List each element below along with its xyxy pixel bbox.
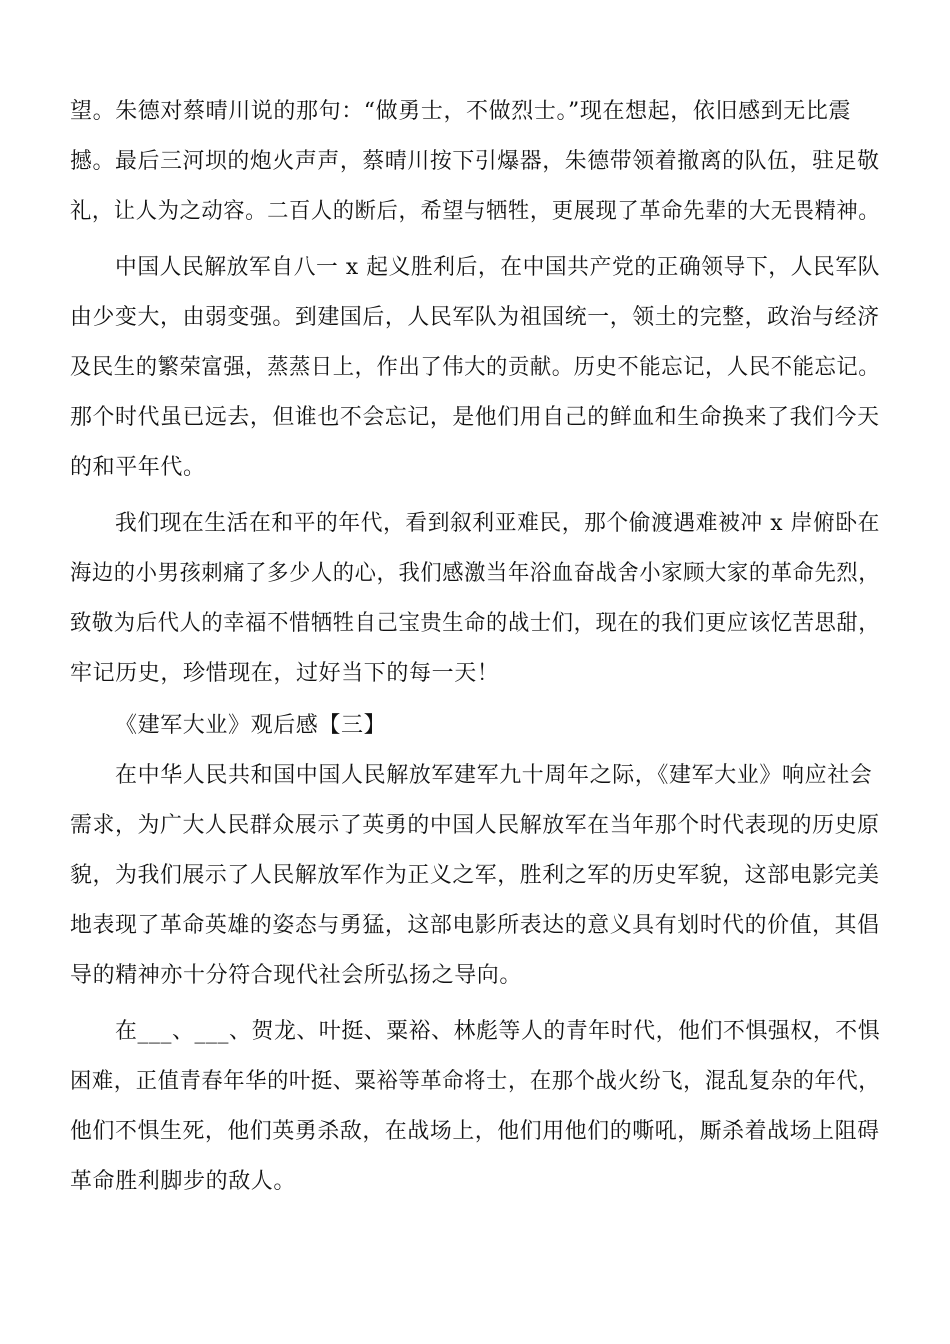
paragraph-line: 海边的小男孩刺痛了多少人的心，我们感激当年浴血奋战舍小家顾大家的革命先烈，	[70, 561, 881, 586]
paragraph-line: 及民生的繁荣富强，蒸蒸日上，作出了伟大的贡献。历史不能忘记，人民不能忘记。	[70, 355, 881, 380]
paragraph-line: 由少变大，由弱变强。到建国后，人民军队为祖国统一，领土的完整，政治与经济	[70, 305, 880, 330]
paragraph-line: 望。朱德对蔡晴川说的那句：“做勇士，不做烈士。”现在想起，依旧感到无比震	[70, 99, 852, 124]
paragraph-line: 我们现在生活在和平的年代，看到叙利亚难民，那个偷渡遇难被冲 x 岸俯卧在	[115, 511, 880, 536]
paragraph-line: 致敬为后代人的幸福不惜牺牲自己宝贵生命的战士们，现在的我们更应该忆苦思甜，	[70, 611, 881, 636]
paragraph-line: 的和平年代。	[70, 455, 206, 480]
section-heading: 《建军大业》观后感【三】	[115, 713, 387, 738]
paragraph-line: 地表现了革命英雄的姿态与勇猛，这部电影所表达的意义具有划时代的价值，其倡	[70, 913, 880, 938]
paragraph-line: 他们不惧生死，他们英勇杀敌，在战场上，他们用他们的嘶吼，厮杀着战场上阻碍	[70, 1119, 880, 1144]
paragraph-line: 牢记历史，珍惜现在，过好当下的每一天！	[70, 661, 500, 686]
paragraph-line: 中国人民解放军自八一 x 起义胜利后，在中国共产党的正确领导下，人民军队	[115, 255, 880, 280]
paragraph-line: 导的精神亦十分符合现代社会所弘扬之导向。	[70, 963, 523, 988]
paragraph-line: 困难，正值青春年华的叶挺、粟裕等革命将士，在那个战火纷飞，混乱复杂的年代，	[70, 1069, 881, 1094]
paragraph-line: 在中华人民共和国中国人民解放军建军九十周年之际，《建军大业》响应社会	[115, 763, 873, 788]
paragraph-line: 需求，为广大人民群众展示了英勇的中国人民解放军在当年那个时代表现的历史原	[70, 813, 880, 838]
paragraph-line: 貌，为我们展示了人民解放军作为正义之军，胜利之军的历史军貌，这部电影完美	[70, 863, 880, 888]
paragraph-line: 礼，让人为之动容。二百人的断后，希望与牺牲，更展现了革命先辈的大无畏精神。	[70, 199, 881, 224]
paragraph-line: 撼。最后三河坝的炮火声声，蔡晴川按下引爆器，朱德带领着撤离的队伍，驻足敬	[70, 149, 880, 174]
paragraph-line: 那个时代虽已远去，但谁也不会忘记，是他们用自己的鲜血和生命换来了我们今天	[70, 405, 880, 430]
paragraph-line: 革命胜利脚步的敌人。	[70, 1169, 297, 1194]
paragraph-line: 在___、___、贺龙、叶挺、粟裕、林彪等人的青年时代，他们不惧强权，不惧	[115, 1019, 881, 1044]
